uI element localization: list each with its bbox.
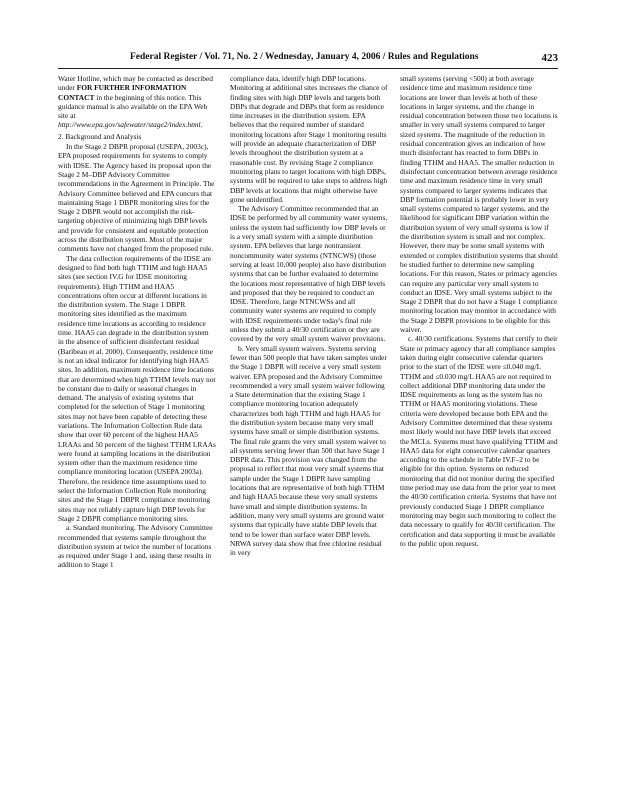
page-number: 423 <box>541 52 558 64</box>
text-column-left <box>58 74 216 774</box>
paragraph: The Advisory Committee recommended that an IDSE be performed by all community water systems, unless the system had sufficiently low DBP levels or is a very small system with a simple distribution system. EPA believes that large nontransient noncommunity water systems (NTNCWS) (those serving at least 10,000 people) also have distribution systems that can be further evaluated to determine the locations most representative of high DBP levels and proposed that they be required to conduct an IDSE. Therefore, large NTNCWSs and all community water systems are required to comply with IDSE requirements under today's final rule unless they submit a 40/30 certification or they are covered by the very small system waiver provisions. <box>230 204 388 344</box>
paragraph: a. Standard monitoring. The Advisory Committee recommended that systems sample throughout the distribution system at twice the number of locations as required under Stage 1 and, using these results in addition to Stage 1 <box>58 523 213 570</box>
web-address: http://www.epa.gov/safewater/stage2/index.html. <box>58 120 203 130</box>
text-run: Water Hotline, which may be contacted as described under <box>58 74 213 93</box>
header-title: Federal Register / Vol. 71, No. 2 / Wednesday, January 4, 2006 / Rules and Regulations <box>130 52 479 62</box>
paragraph <box>58 74 216 130</box>
paragraph: small systems (serving <500) at both average residence time and maximum residence time locations are lower than levels at both of these locations in larger systems, and the change in residual concentration between those two locations is smaller in very small systems compared to larger sized systems. The magnitude of the reduction in residual concentration gives an indication of how much disinfectant has reacted to form DBPs in finding TTHM and HAA5. The smaller reduction in disinfectant concentration between average residence time and maximum residence time in very small systems compared to larger systems indicates that DBP formation potential is probably lower in very small systems compared to larger systems, and the likelihood for significant DBP variation within the distribution system of very small systems is low if the distribution system is small and not complex. However, there may be some small systems with extended or complex distribution systems that should be studied further to determine new sampling locations. For this reason, States or primacy agencies can require any particular very small system to conduct an IDSE. Very small systems subject to the Stage 2 DBPR that do not have a Stage 1 compliance monitoring location may monitor in accordance with the Stage 2 DBPR provisions to be eligible for this waiver. <box>400 74 558 335</box>
text-run: in the beginning of this notice. This guidance manual is also available on the EPA Web site at <box>58 92 208 121</box>
paragraph: c. 40/30 certifications. Systems that certify to their State or primacy agency that all compliance samples taken during eight consecutive calendar quarters prior to the start of the IDSE were ≤0.040 mg/L TTHM and ≤0.030 mg/L HAA5 are not required to collect additional DBP monitoring data under the IDSE requirements as long as the system has no TTHM or HAA5 monitoring violations. These criteria were developed because both EPA and the Advisory Committee determined that these systems most likely would not have DBP levels that exceed the MCLs. Systems must have qualifying TTHM and HAA5 data for eight consecutive calendar quarters according to the schedule in Table IV.F–2 to be eligible for this option. Systems on reduced monitoring that did not monitor during the specified time period may use data from the prior year to meet the 40/30 certification criteria. Systems that have not previously conducted Stage 1 DBPR compliance monitoring may begin such monitoring to collect the data necessary to qualify for 40/30 certification. The certification and data supporting it must be available to the public upon request. <box>400 334 558 548</box>
paragraph: In the Stage 2 DBPR proposal (USEPA, 2003c), EPA proposed requirements for systems to comply with IDSE. The Agency based its proposal upon the Stage 2 M–DBP Advisory Committee recommendations in the Agreement in Principle. The Advisory Committee believed and EPA concurs that maintaining Stage 1 DBPR monitoring sites for the Stage 2 DBPR would not accomplish the risk-targeting objective of minimizing high DBP levels and provide for consistent and equitable protection across the distribution system. Most of the major comments have not changed from the proposed rule. <box>58 142 215 254</box>
paragraph: b. Very small system waivers. Systems serving fewer than 500 people that have taken samples under the Stage 1 DBPR will receive a very small system waiver. EPA proposed and the Advisory Committee recommended a very small system waiver following a State determination that the existing Stage 1 compliance monitoring location adequately characterizes both high TTHM and high HAA5 for the distribution system because many very small systems have small or simple distribution systems. The final rule grants the very small system waiver to all systems serving fewer than 500 that have Stage 1 DBPR data. This provision was changed from the proposal to reflect that most very small systems that sample under the Stage 1 DBPR have sampling locations that are representative of both high TTHM and high HAA5 because these very small systems have small and simple distribution systems. In addition, many very small systems are ground water systems that typically have stable DBP levels that tend to be lower than surface water DBP levels. NRWA survey data show that free chlorine residual in very <box>230 343 387 558</box>
contact-reference: FOR FURTHER INFORMATION CONTACT <box>58 83 187 102</box>
page-header <box>58 52 558 69</box>
section-heading: 2. Background and Analysis <box>58 131 142 141</box>
paragraph: The data collection requirements of the IDSE are designed to find both high TTHM and high HAA5 sites (see section IV.G for IDSE monitoring requirements). High TTHM and HAA5 concentrations often occur at different locations in the distribution system. The Stage 1 DBPR monitoring sites identified as the maximum residence time locations as according to residence time. HAA5 can degrade in the distribution system in the absence of sufficient disinfectant residual (Baribeau et al. 2000). Consequently, residence time is not an ideal indicator for identifying high HAA5 sites. In addition, maximum residence time locations that are determined when high TTHM levels may not be constant due to daily or seasonal changes in demand. The analysis of existing systems that completed for the selection of Stage 1 monitoring sites may not have been capable of detecting these variations. The Information Collection Rule data show that over 60 percent of the highest HAA5 LRAAs and 50 percent of the highest TTHM LRAAs were found at sampling locations in the distribution system other than the maximum residence time compliance monitoring location (USEPA 2003a). Therefore, the residence time assumptions used to select the Information Collection Rule monitoring sites and the Stage 1 DBPR compliance monitoring sites may not reliably capture high DBP levels for Stage 2 DBPR compliance monitoring sites. <box>58 253 216 523</box>
paragraph: compliance data, identify high DBP locations. Monitoring at additional sites increases the chance of finding sites with high DBP levels and targets both DBPs that degrade and DBPs that form as residence time increases in the distribution system. EPA believes that the required number of standard monitoring locations after Stage 1 monitoring results will provide an adequate characterization of DBP levels throughout the distribution system at a reasonable cost. By revising Stage 2 compliance monitoring plans to target locations with high DBPs, systems will be required to take steps to address high DBP levels at locations that might otherwise have gone unidentified. <box>230 74 388 204</box>
text-column-middle <box>230 74 388 774</box>
text-column-right <box>400 74 558 774</box>
